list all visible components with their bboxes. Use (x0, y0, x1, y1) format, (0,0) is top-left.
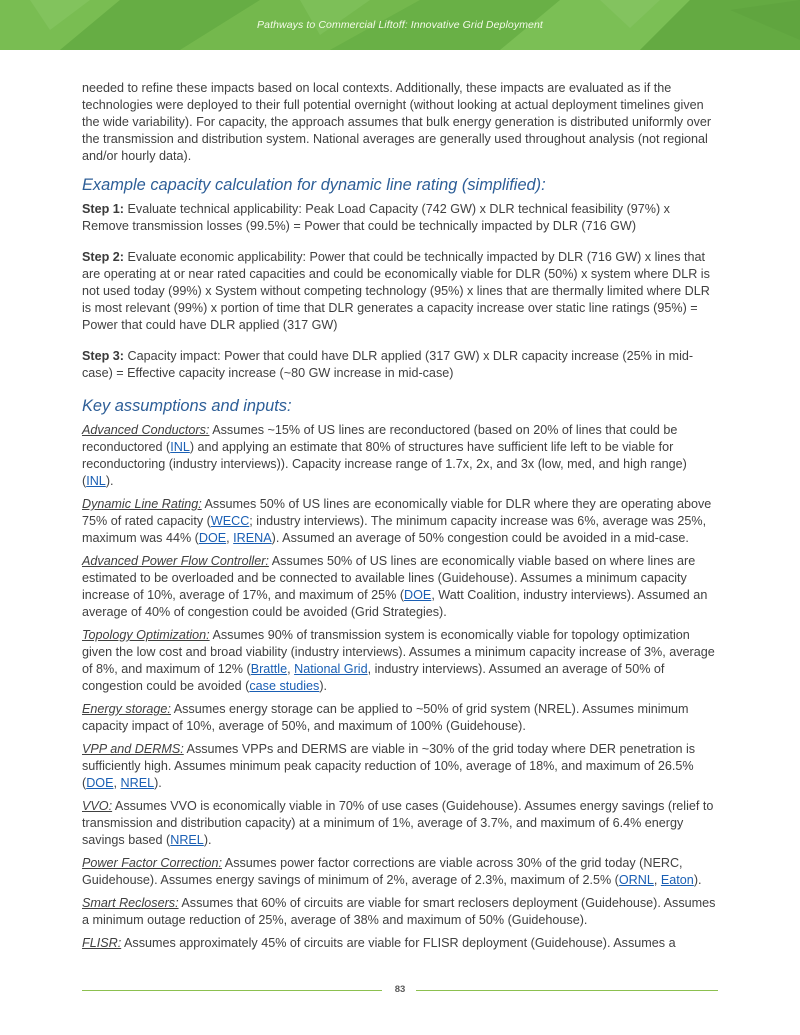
assumption-term: VVO: (82, 799, 113, 813)
assumption-text: Assumes VPPs and DERMS are viable in ~30% of the grid today where DER penetration is sufficiently high. Assumes minimum peak capacity reduction of 10%, average of 18%, and maximum of 26.5% ( (82, 742, 696, 790)
calc-heading: Example capacity calculation for dynamic line rating (simplified): (82, 176, 546, 194)
assumption-text: Assumes approximately 45% of circuits are viable for FLISR deployment (Guidehouse). Assumes a (121, 936, 676, 950)
assumption-term: Topology Optimization: (82, 628, 210, 642)
assumption-term: VPP and DERMS: (82, 742, 184, 756)
assumption-text: Assumes VVO is economically viable in 70% of use cases (Guidehouse). Assumes energy savings (relief to transmission and distribution capacity) at a minimum of 1%, average of 3.7%, and maximum of 6.4% energy savings based ( (82, 799, 714, 847)
assumption-power-factor-correction (82, 855, 718, 889)
assumption-text: , industry interviews). Assumed an average of 50% of congestion could be avoided ( (82, 662, 665, 693)
header-banner (0, 0, 800, 50)
footer-rule-right (416, 990, 718, 991)
assumption-text: Assumes that 60% of circuits are viable for smart reclosers deployment (Guidehouse). Assumes a minimum outage reduction of 25%, average of 38% and maximum of 50% (Guidehouse). (82, 896, 716, 927)
page-number: 83 (394, 984, 406, 995)
assumptions-heading: Key assumptions and inputs: (82, 397, 292, 415)
assumption-smart-reclosers (82, 895, 718, 929)
assumption-term: FLISR: (82, 936, 122, 950)
step-3 (82, 348, 718, 382)
source-link-inl[interactable]: INL (86, 474, 106, 488)
step-label: Step 1: (82, 202, 124, 216)
assumption-text: Assumes energy storage can be applied to ~50% of grid system (NREL). Assumes minimum capacity impact of 10%, average of 50%, and maximum of 100% (Guidehouse). (82, 702, 689, 733)
assumption-power-flow-controller (82, 553, 718, 621)
assumption-term: Advanced Conductors: (82, 423, 210, 437)
step-text: Capacity impact: Power that could have DLR applied (317 GW) x DLR capacity increase (25% in mid-case) = Effective capacity increase (~80 GW increase in mid-case) (82, 349, 694, 380)
assumption-text: Assumes ~15% of US lines are reconductored (based on 20% of lines that could be reconductored ( (82, 423, 678, 454)
step-label: Step 2: (82, 250, 124, 264)
assumption-text: , (287, 662, 295, 676)
assumption-text: , Watt Coalition, industry interviews). Assumed an average of 40% of congestion could be avoided (Grid Strategies). (82, 588, 708, 619)
source-link-ornl[interactable]: ORNL (618, 873, 654, 887)
assumption-text: Assumes 50% of US lines are economically viable for DLR where they are operating above 75% of rated capacity ( (82, 497, 712, 528)
source-link-wecc[interactable]: WECC (210, 514, 250, 528)
source-link-national-grid[interactable]: National Grid (294, 662, 368, 676)
page-footer (82, 984, 718, 998)
assumption-term: Dynamic Line Rating: (82, 497, 202, 511)
assumption-term: Advanced Power Flow Controller: (82, 554, 269, 568)
assumption-text: ). (203, 833, 212, 847)
assumption-text: ) and applying an estimate that 80% of structures have sufficient life left to be viable for reconductoring (industry interviews)). Capacity increase range of 1.7x, 2x, and 3x (low, med, and high range) ( (82, 440, 687, 488)
assumption-term: Power Factor Correction: (82, 856, 222, 870)
assumption-text: Assumes 90% of transmission system is economically viable for topology optimization given the low cost and broad viability (industry interviews). Assumes a minimum capacity increase of 3%, average of 8%, and maximum of 12% ( (82, 628, 715, 676)
assumption-term: Energy storage: (82, 702, 171, 716)
assumption-text: ; industry interviews). The minimum capacity increase was 6%, average was 25%, maximum was 44% ( (82, 514, 707, 545)
step-1 (82, 201, 718, 235)
assumption-term: Smart Reclosers: (82, 896, 179, 910)
assumption-text: , (226, 531, 234, 545)
assumption-energy-storage (82, 701, 718, 735)
source-link-doe[interactable]: DOE (198, 531, 227, 545)
document-title: Pathways to Commercial Liftoff: Innovative Grid Deployment (257, 19, 543, 31)
source-link-nrel[interactable]: NREL (170, 833, 204, 847)
source-link-eaton[interactable]: Eaton (660, 873, 694, 887)
source-link-doe[interactable]: DOE (86, 776, 114, 790)
assumption-dynamic-line-rating (82, 496, 718, 547)
source-link-doe[interactable]: DOE (404, 588, 432, 602)
assumption-text: ). (319, 679, 328, 693)
assumption-vvo (82, 798, 718, 849)
assumption-text: Assumes power factor corrections are viable across 30% of the grid today (NERC, Guidehouse). Assumes energy savings of minimum of 2%, average of 2.3%, maximum of 2.5% ( (82, 856, 683, 887)
step-2 (82, 249, 718, 334)
source-link-brattle[interactable]: Brattle (250, 662, 288, 676)
assumption-text: ). Assumed an average of 50% congestion could be avoided in a mid-case. (271, 531, 689, 545)
step-text: Evaluate technical applicability: Peak Load Capacity (742 GW) x DLR technical feasibility (97%) x Remove transmission losses (99.5%) = Power that could be technically impacted by DLR (716 GW) (82, 202, 670, 233)
source-link-nrel[interactable]: NREL (120, 776, 155, 790)
intro-paragraph: needed to refine these impacts based on local contexts. Additionally, these impacts are evaluated as if the technologies were deployed to their full potential overnight (without looking at actual deployment timelines given the wide variability). For capacity, the approach assumes that bulk energy generation is distributed uniformly over the transmission and distribution system. National averages are generally used throughout analysis (not regional and/or hourly data). (82, 81, 712, 163)
assumption-advanced-conductors (82, 422, 718, 490)
assumption-text: ). (693, 873, 702, 887)
assumption-flisr (82, 935, 718, 952)
assumption-text: ). (154, 776, 162, 790)
assumption-text: , (653, 873, 661, 887)
assumption-vpp-derms (82, 741, 718, 792)
step-label: Step 3: (82, 349, 124, 363)
source-link-inl[interactable]: INL (170, 440, 190, 454)
page-content (82, 80, 718, 958)
step-text: Evaluate economic applicability: Power that could be technically impacted by DLR (716 GW) x lines that are operating at or near rated capacities and could be economically viable for DLR (50%) x system where DLR is not used today (99%) x System without competing technology (95%) x lines that are thermally limited where DLR is most relevant (99%) x portion of time that DLR generates a capacity increase over static line ratings (95%) = Power that could have DLR applied (317 GW) (82, 250, 710, 332)
source-link-irena[interactable]: IRENA (233, 531, 272, 545)
assumption-text: ). (105, 474, 114, 488)
assumption-topology-optimization (82, 627, 718, 695)
assumption-text: Assumes 50% of US lines are economically viable based on where lines are estimated to be overloaded and be connected to available lines (Guidehouse). Assumes a minimum capacity increase of 10%, average of 17%, and maximum of 25% ( (82, 554, 696, 602)
source-link-case-studies[interactable]: case studies (249, 679, 320, 693)
assumption-text: , (113, 776, 121, 790)
